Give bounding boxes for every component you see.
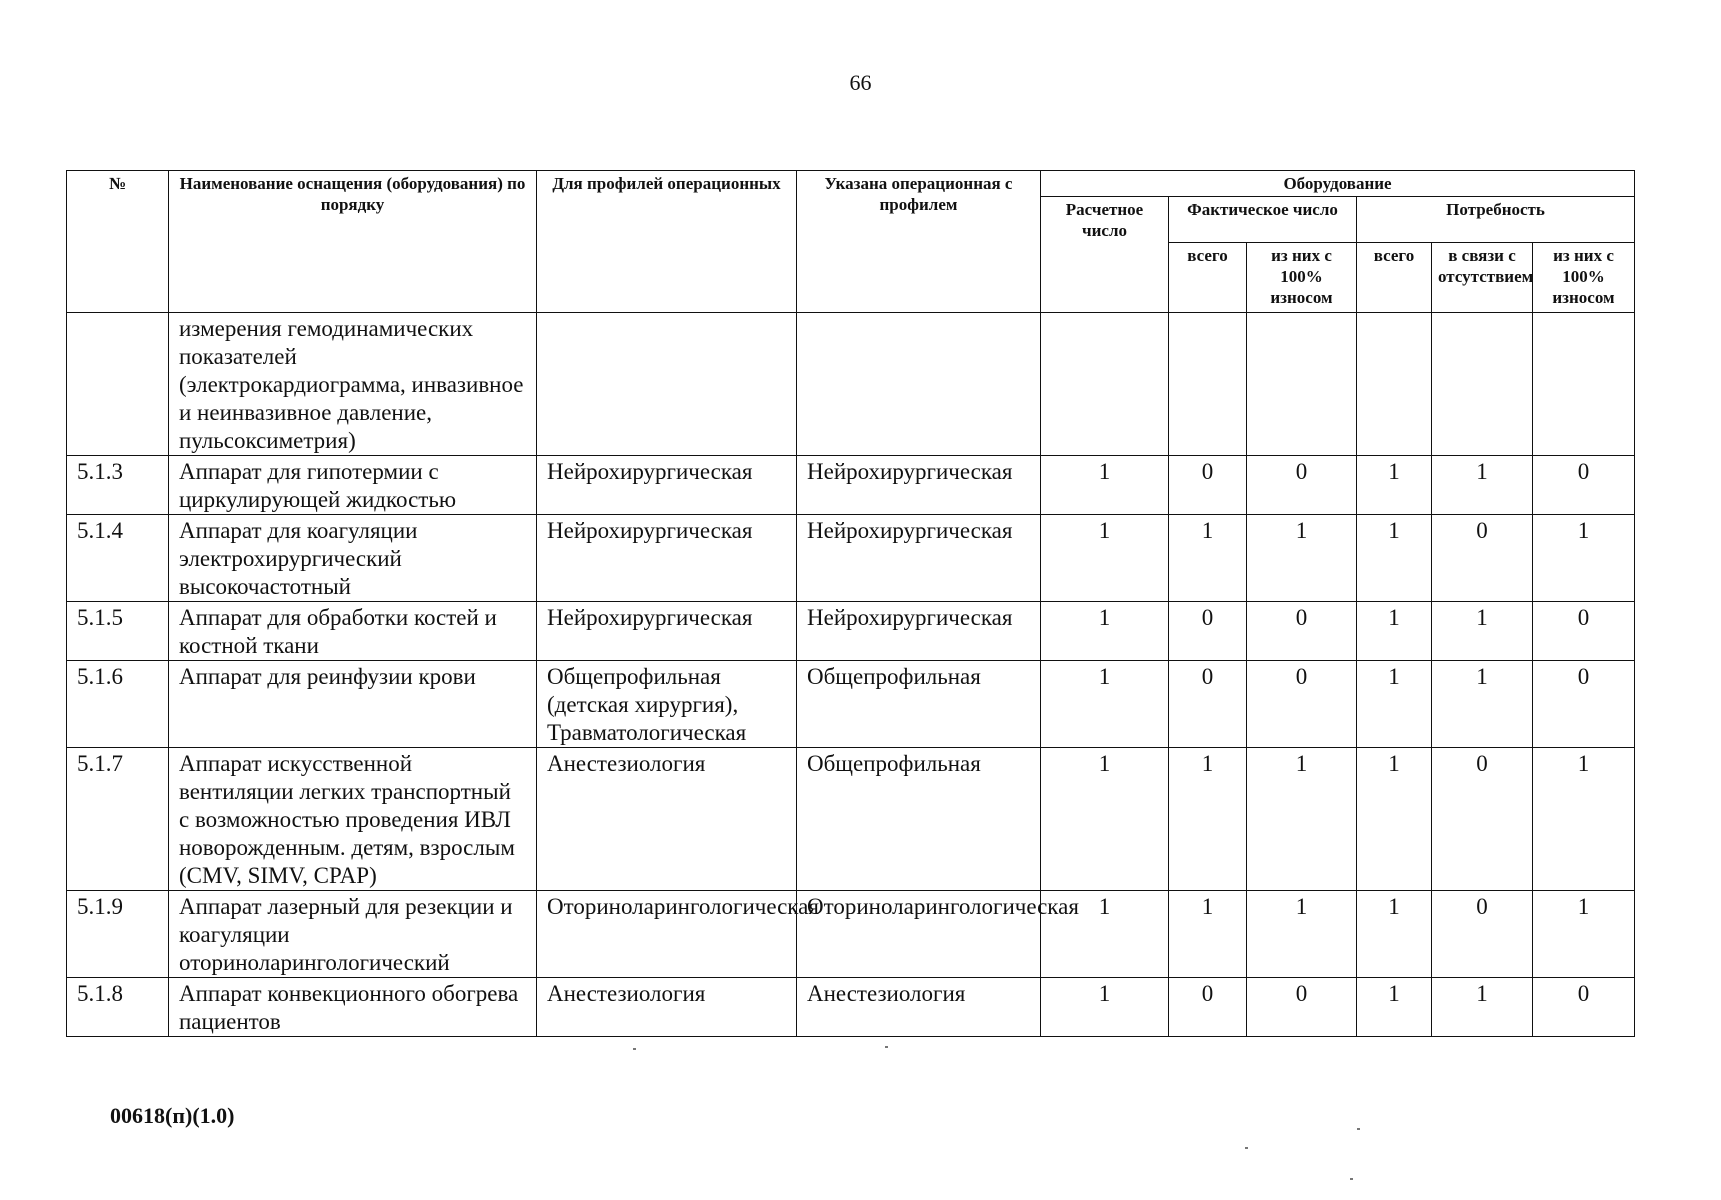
header-calc: Расчетное число	[1041, 197, 1169, 313]
header-need-absence: в связи с отсутствием	[1432, 243, 1533, 313]
header-need-total: всего	[1357, 243, 1432, 313]
scan-speck	[1245, 1147, 1248, 1149]
row-need-worn: 0	[1533, 456, 1635, 515]
row-need-absence: 0	[1432, 891, 1533, 978]
table-row	[67, 602, 1635, 661]
row-name: Аппарат для обработки костей и костной ткани	[169, 602, 537, 661]
header-need: Потребность	[1357, 197, 1635, 243]
row-num: 5.1.9	[67, 891, 169, 978]
row-actual-worn: 0	[1247, 978, 1357, 1037]
row-need-total: 1	[1357, 978, 1432, 1037]
row-need-absence: 1	[1432, 602, 1533, 661]
row-name: Аппарат для реинфузии крови	[169, 661, 537, 748]
table-row	[67, 515, 1635, 602]
row-op-profile: Общепрофильная	[797, 661, 1041, 748]
row-profile: Анестезиология	[537, 748, 797, 891]
header-op-profile: Указана операционная с профилем	[797, 171, 1041, 313]
row-num: 5.1.4	[67, 515, 169, 602]
row-need-absence: 1	[1432, 456, 1533, 515]
row-num: 5.1.5	[67, 602, 169, 661]
row-need-absence: 1	[1432, 978, 1533, 1037]
header-name: Наименование оснащения (оборудования) по порядку	[169, 171, 537, 313]
row-need-worn: 1	[1533, 891, 1635, 978]
row-actual-total: 1	[1169, 748, 1247, 891]
row-need-total: 1	[1357, 602, 1432, 661]
table-row	[67, 456, 1635, 515]
header-need-worn: из них с 100% износом	[1533, 243, 1635, 313]
row-op-profile: Анестезиология	[797, 978, 1041, 1037]
row-actual-total: 0	[1169, 456, 1247, 515]
row-actual-total: 0	[1169, 661, 1247, 748]
row-op-profile: Нейрохирургическая	[797, 456, 1041, 515]
page-number: 66	[849, 70, 872, 95]
row-op-profile: Нейрохирургическая	[797, 515, 1041, 602]
row-num: 5.1.3	[67, 456, 169, 515]
row-need-absence: 1	[1432, 661, 1533, 748]
row-calc: 1	[1041, 602, 1169, 661]
row-calc: 1	[1041, 515, 1169, 602]
row-need-total: 1	[1357, 456, 1432, 515]
row-actual-worn: 1	[1247, 515, 1357, 602]
header-equipment: Оборудование	[1041, 171, 1635, 197]
row-calc: 1	[1041, 661, 1169, 748]
row-profile: Нейрохирургическая	[537, 602, 797, 661]
row-num	[67, 313, 169, 456]
scan-speck	[1357, 1128, 1360, 1130]
row-actual-total: 0	[1169, 978, 1247, 1037]
row-actual-total: 1	[1169, 515, 1247, 602]
row-need-worn	[1533, 313, 1635, 456]
row-need-absence	[1432, 313, 1533, 456]
row-need-total: 1	[1357, 661, 1432, 748]
row-actual-worn	[1247, 313, 1357, 456]
scan-speck	[633, 1048, 636, 1050]
row-name: Аппарат для гипотермии с циркулирующей жидкостью	[169, 456, 537, 515]
row-need-total: 1	[1357, 515, 1432, 602]
row-calc	[1041, 313, 1169, 456]
row-actual-total: 1	[1169, 891, 1247, 978]
row-op-profile: Нейрохирургическая	[797, 602, 1041, 661]
row-need-absence: 0	[1432, 748, 1533, 891]
document-code: 00618(п)(1.0)	[110, 1103, 235, 1128]
row-num: 5.1.6	[67, 661, 169, 748]
row-profile: Общепрофильная (детская хирургия), Травматологическая	[537, 661, 797, 748]
row-num: 5.1.8	[67, 978, 169, 1037]
row-name: измерения гемодинамических показателей (электрокардиограмма, инвазивное и неинвазивное давление, пульсоксиметрия)	[169, 313, 537, 456]
row-name: Аппарат искусственной вентиляции легких транспортный с возможностью проведения ИВЛ новорожденным. детям, взрослым (CMV, SIMV, CPAP)	[169, 748, 537, 891]
row-actual-worn: 0	[1247, 602, 1357, 661]
row-need-total	[1357, 313, 1432, 456]
row-actual-worn: 1	[1247, 891, 1357, 978]
table-row	[67, 748, 1635, 891]
row-need-worn: 1	[1533, 515, 1635, 602]
row-calc: 1	[1041, 456, 1169, 515]
row-actual-worn: 1	[1247, 748, 1357, 891]
row-op-profile	[797, 313, 1041, 456]
row-calc: 1	[1041, 978, 1169, 1037]
table-row	[67, 661, 1635, 748]
row-num: 5.1.7	[67, 748, 169, 891]
row-need-worn: 0	[1533, 602, 1635, 661]
row-name: Аппарат конвекционного обогрева пациентов	[169, 978, 537, 1037]
row-actual-worn: 0	[1247, 661, 1357, 748]
scan-speck	[1350, 1178, 1353, 1180]
header-actual-worn: из них с 100% износом	[1247, 243, 1357, 313]
row-actual-total: 0	[1169, 602, 1247, 661]
table-row	[67, 891, 1635, 978]
row-need-total: 1	[1357, 748, 1432, 891]
row-actual-total	[1169, 313, 1247, 456]
scan-speck	[885, 1046, 888, 1048]
row-name: Аппарат для коагуляции электрохирургический высокочастотный	[169, 515, 537, 602]
row-calc: 1	[1041, 748, 1169, 891]
row-profile: Анестезиология	[537, 978, 797, 1037]
equipment-table	[66, 170, 1635, 1037]
row-need-worn: 1	[1533, 748, 1635, 891]
row-profile: Нейрохирургическая	[537, 515, 797, 602]
row-profile: Оториноларингологическая	[537, 891, 797, 978]
row-need-worn: 0	[1533, 978, 1635, 1037]
row-profile: Нейрохирургическая	[537, 456, 797, 515]
table-row	[67, 978, 1635, 1037]
header-num: №	[67, 171, 169, 313]
row-op-profile: Оториноларингологическая	[797, 891, 1041, 978]
header-actual-total: всего	[1169, 243, 1247, 313]
header-profile: Для профилей операционных	[537, 171, 797, 313]
table-row	[67, 313, 1635, 456]
row-need-worn: 0	[1533, 661, 1635, 748]
row-profile	[537, 313, 797, 456]
row-op-profile: Общепрофильная	[797, 748, 1041, 891]
row-calc: 1	[1041, 891, 1169, 978]
row-need-absence: 0	[1432, 515, 1533, 602]
row-need-total: 1	[1357, 891, 1432, 978]
row-name: Аппарат лазерный для резекции и коагуляции оториноларингологический	[169, 891, 537, 978]
row-actual-worn: 0	[1247, 456, 1357, 515]
header-actual: Фактическое число	[1169, 197, 1357, 243]
